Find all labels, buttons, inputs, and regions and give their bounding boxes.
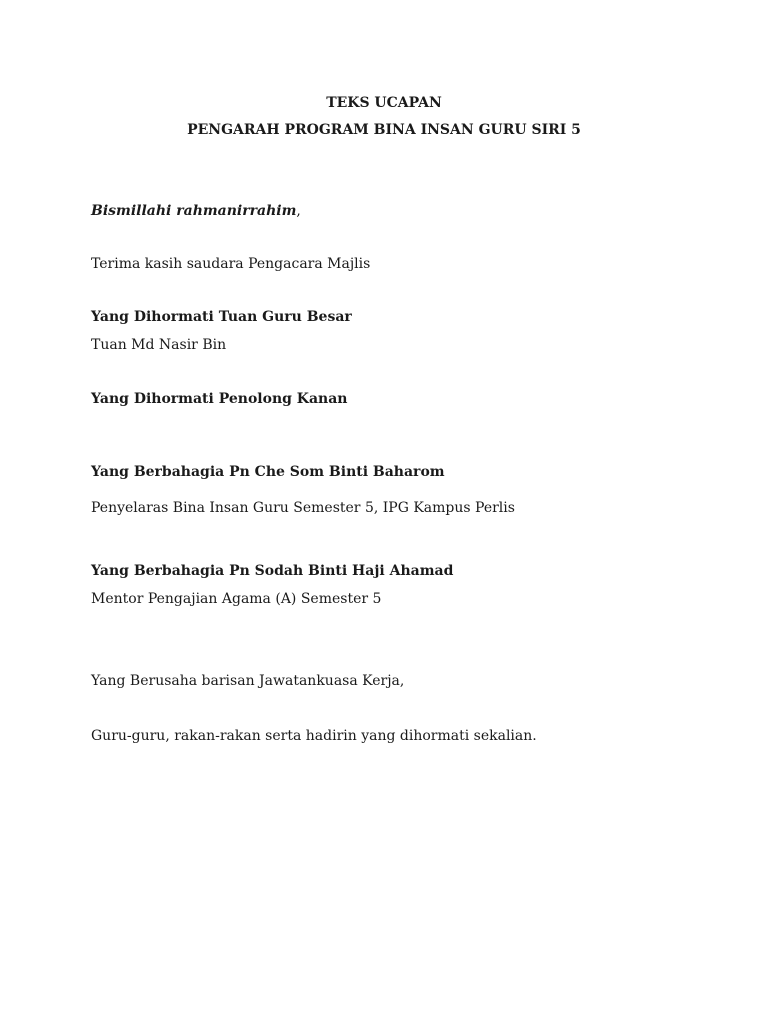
salutation-heading: Yang Berbahagia Pn Sodah Binti Haji Ahamad xyxy=(91,563,454,579)
document-title: TEKS UCAPAN xyxy=(326,95,442,111)
salutation-detail: Mentor Pengajian Agama (A) Semester 5 xyxy=(91,591,382,607)
committee-line: Yang Berusaha barisan Jawatankuasa Kerja, xyxy=(91,673,405,689)
closing-line: Guru-guru, rakan-rakan serta hadirin yang dihormati sekalian. xyxy=(91,728,537,744)
salutation-heading: Yang Dihormati Tuan Guru Besar xyxy=(91,309,352,325)
salutation-detail: Penyelaras Bina Insan Guru Semester 5, IPG Kampus Perlis xyxy=(91,500,515,516)
salutation-heading: Yang Dihormati Penolong Kanan xyxy=(91,391,348,407)
document-subtitle: PENGARAH PROGRAM BINA INSAN GURU SIRI 5 xyxy=(187,122,581,138)
opening-line xyxy=(91,202,301,220)
salutation-detail: Tuan Md Nasir Bin xyxy=(91,337,227,353)
opening-punct: , xyxy=(296,203,301,219)
salutation-heading: Yang Berbahagia Pn Che Som Binti Baharom xyxy=(91,464,445,480)
thanks-line: Terima kasih saudara Pengacara Majlis xyxy=(91,256,371,272)
opening-text: Bismillahi rahmanirrahim xyxy=(91,203,297,219)
